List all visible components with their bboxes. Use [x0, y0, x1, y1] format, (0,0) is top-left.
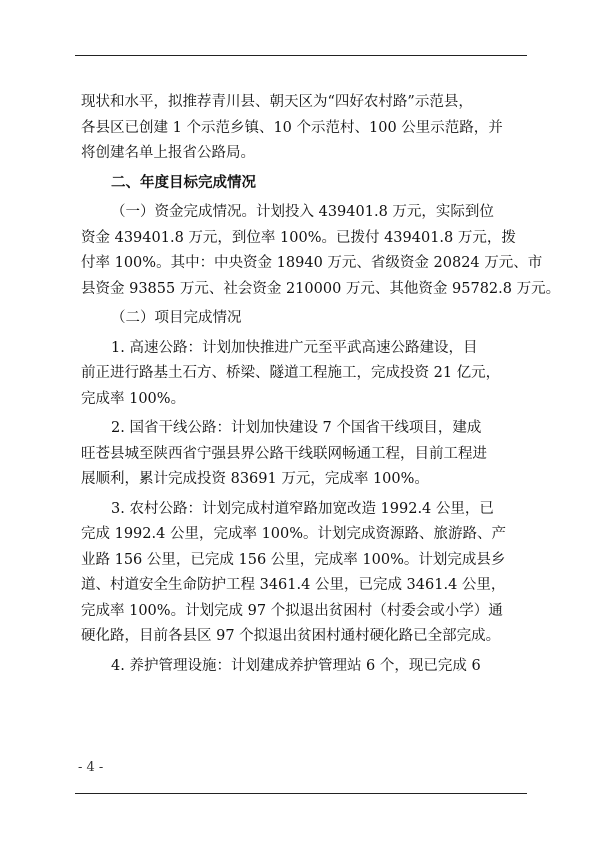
section-heading [81, 171, 523, 197]
paragraph-summary [81, 90, 523, 167]
paragraph-trunk-road [81, 416, 523, 493]
text-line: 1. 高速公路：计划加快推进广元至平武高速公路建设，目 [111, 339, 478, 356]
text-line: 完成率 100%。计划完成 97 个拟退出贫困村（村委会或小学）通 [81, 602, 503, 619]
text-line: 县资金 93855 万元、社会资金 210000 万元、其他资金 95782.8 万元。 [81, 280, 561, 297]
text-line: 2. 国省干线公路：计划加快建设 7 个国省干线项目，建成 [111, 420, 482, 436]
paragraph-highway [81, 336, 523, 413]
footer-rule [75, 793, 527, 794]
paragraph-maintenance [81, 654, 523, 680]
text-line: 将创建名单上报省公路局。 [81, 145, 255, 161]
text-line: 完成 1992.4 公里，完成率 100%。计划完成资源路、旅游路、产 [81, 526, 507, 542]
text-line: 4. 养护管理设施：计划建成养护管理站 6 个，现已完成 6 [111, 657, 481, 674]
text-line: 前正进行路基土石方、桥梁、隧道工程施工，完成投资 21 亿元， [81, 365, 501, 381]
text-line: （一）资金完成情况。计划投入 439401.8 万元，实际到位 [111, 204, 494, 220]
text-line: 业路 156 公里，已完成 156 公里，完成率 100%。计划完成县乡 [81, 551, 506, 568]
subsection-heading [81, 306, 523, 332]
section-title: 二、年度目标完成情况 [111, 174, 256, 191]
text-line: 各县区已创建 1 个示范乡镇、10 个示范村、100 公里示范路，并 [81, 119, 503, 136]
text-line: 现状和水平，拟推荐青川县、朝天区为“四好农村路”示范县， [81, 94, 473, 110]
document-body [81, 90, 561, 679]
text-line: 旺苍县城至陕西省宁强县界公路干线联网畅通工程，目前工程进 [81, 445, 487, 462]
text-line: 付率 100%。其中：中央资金 18940 万元、省级资金 20824 万元、市 [81, 255, 543, 271]
paragraph-funding [81, 200, 561, 302]
text-line: 完成率 100%。 [81, 390, 186, 407]
header-rule [75, 55, 527, 56]
subsection-title: （二）项目完成情况 [111, 310, 242, 326]
text-line: 资金 439401.8 万元，到位率 100%。已拨付 439401.8 万元，拨 [81, 229, 516, 246]
text-line: 硬化路，目前各县区 97 个拟退出贫困村通村硬化路已全部完成。 [81, 628, 501, 644]
text-line: 道、村道安全生命防护工程 3461.4 公里，已完成 3461.4 公里， [81, 577, 506, 593]
text-line: 3. 农村公路：计划完成村道窄路加宽改造 1992.4 公里，已 [111, 500, 494, 517]
paragraph-rural-road [81, 497, 523, 650]
page-number: - 4 - [78, 760, 104, 775]
text-line: 展顺利，累计完成投资 83691 万元，完成率 100%。 [81, 471, 429, 487]
